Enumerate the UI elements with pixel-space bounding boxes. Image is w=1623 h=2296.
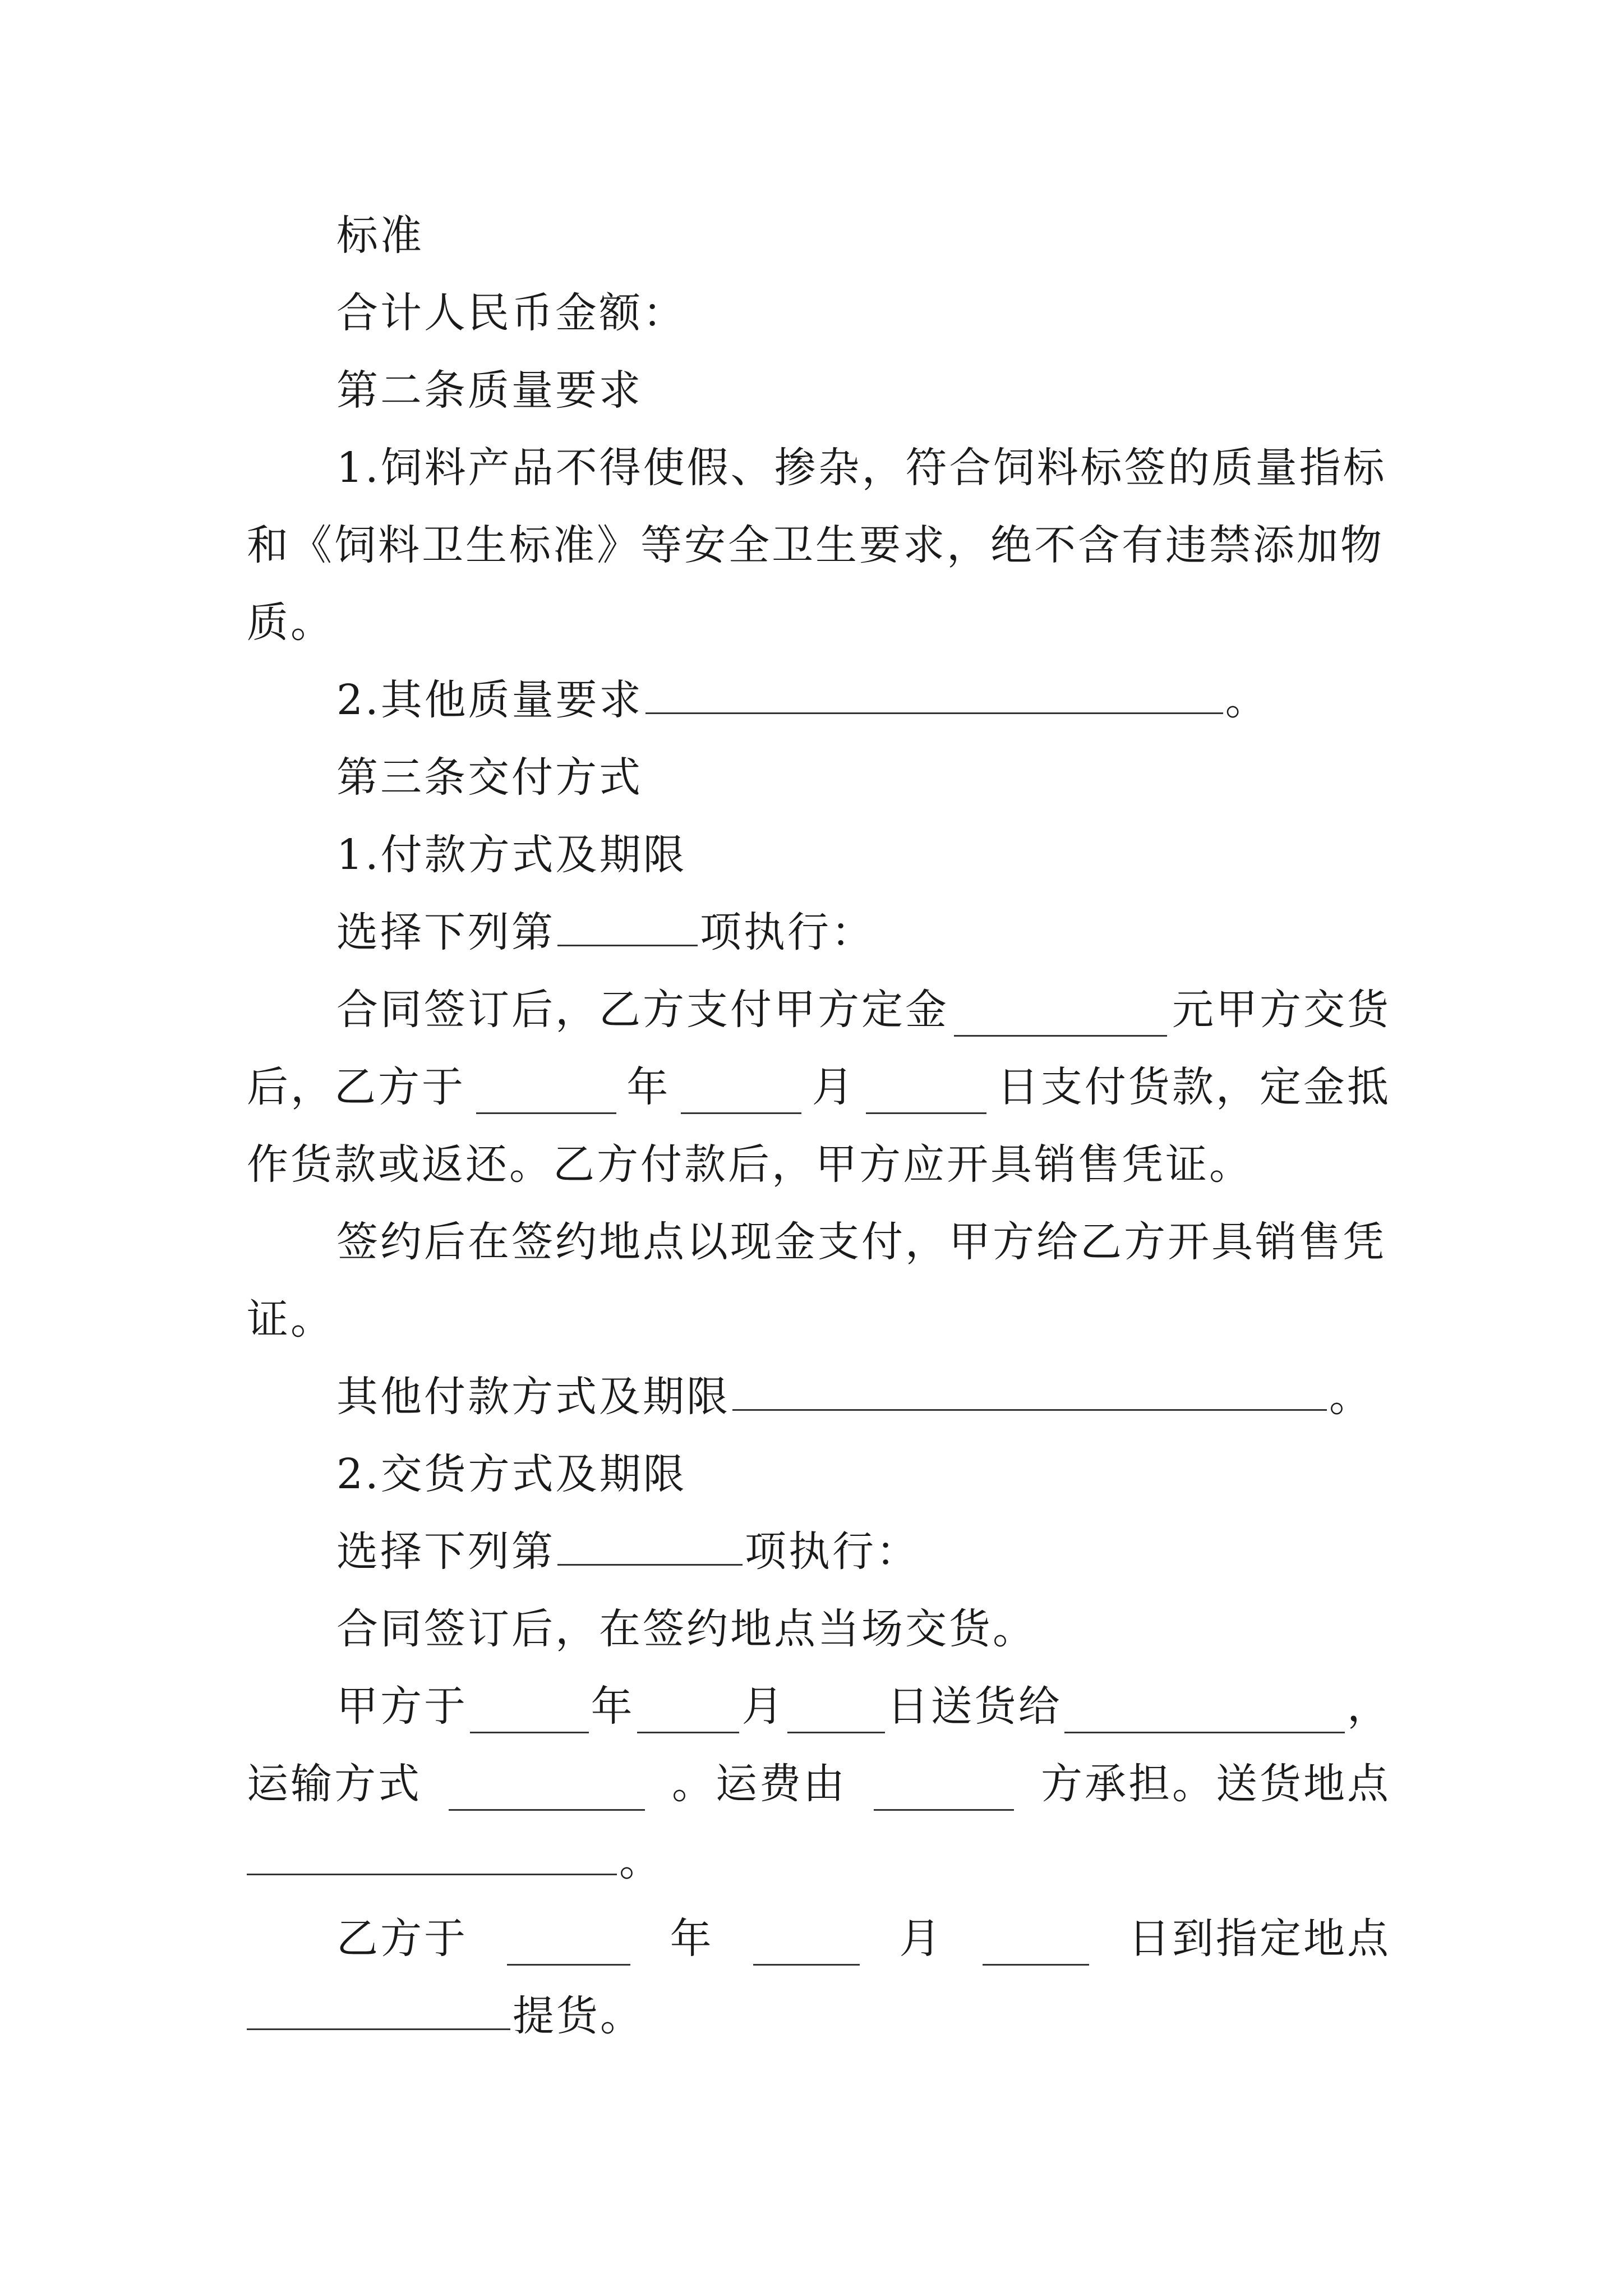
blank-payment-option[interactable]: [557, 905, 698, 946]
blank-delivery-month[interactable]: [637, 1692, 740, 1733]
blank-other-payment[interactable]: [732, 1370, 1327, 1411]
text-line-delivery-select: [336, 1525, 1391, 1579]
text-line-party-a-delivery: [336, 1680, 1391, 1733]
blank-payment-year[interactable]: [476, 1073, 616, 1114]
text-other-payment: 其他付款方式及期限: [336, 1373, 730, 1421]
text-party-a-prefix: 甲方于: [336, 1682, 468, 1731]
text-line-quality-1b: [247, 518, 1391, 572]
text-pickup-location: 日到指定地点: [1128, 1915, 1391, 1963]
text-line-deposit: [336, 983, 1391, 1037]
blank-delivery-option[interactable]: [557, 1525, 743, 1566]
text-cash-payment-b: 证。: [247, 1295, 334, 1343]
text-quality-1a: 1.饲料产品不得使假、掺杂，符合饲料标签的质量指标: [336, 444, 1387, 492]
blank-pickup-day[interactable]: [983, 1925, 1089, 1966]
blank-transport-method[interactable]: [449, 1770, 645, 1811]
text-freight-by: 。运费由: [672, 1760, 847, 1808]
blank-pickup-year[interactable]: [507, 1925, 630, 1966]
text-pickup: 提货。: [513, 1992, 644, 2040]
text-line-cash-payment-a: [336, 1215, 1391, 1269]
text-year: 年: [670, 1915, 714, 1963]
text-line-total-amount: [336, 286, 1391, 340]
blank-freight-party[interactable]: [874, 1770, 1014, 1811]
text-period: 。: [1329, 1373, 1373, 1421]
text-deliver-to: 日送货给: [887, 1682, 1062, 1731]
text-line-delivery-location: [247, 1834, 1391, 1888]
text-year: 年: [591, 1682, 635, 1731]
text-line-other-payment: [336, 1370, 1391, 1424]
blank-deposit-amount[interactable]: [954, 996, 1167, 1037]
text-line-pickup: [247, 1989, 1391, 2043]
text-quality-2: 2.其他质量要求: [336, 676, 643, 724]
text-quality-1c: 质。: [247, 599, 334, 647]
text-period: 。: [619, 1837, 663, 1885]
heading-article-3-text: 第三条交付方式: [336, 753, 643, 802]
blank-deliver-to[interactable]: [1064, 1692, 1345, 1733]
text-standard: 标准: [336, 211, 424, 260]
text-line-standard: [336, 209, 1391, 263]
text-payment-receipt: 作货款或返还。乙方付款后，甲方应开具销售凭证。: [247, 1140, 1253, 1189]
text-select-suffix: 项执行：: [745, 1527, 920, 1576]
text-line-payment-date: [247, 1060, 1391, 1114]
text-delivery-heading: 2.交货方式及期限: [336, 1450, 687, 1498]
text-select-suffix: 项执行：: [700, 908, 875, 956]
text-line-quality-2: [336, 673, 1391, 727]
text-payment-date-suffix: 日支付货款，定金抵: [997, 1063, 1391, 1111]
text-payment-heading: 1.付款方式及期限: [336, 831, 687, 879]
text-month: 月: [899, 1915, 943, 1963]
blank-other-quality[interactable]: [645, 673, 1223, 714]
text-month: 月: [741, 1682, 786, 1731]
text-line-payment-receipt: [247, 1138, 1391, 1191]
text-line-payment-select: [336, 905, 1391, 959]
text-month: 月: [811, 1063, 856, 1111]
text-cash-payment-a: 签约后在签约地点以现金支付，甲方给乙方开具销售凭: [336, 1218, 1386, 1266]
text-transport-method: 运输方式: [247, 1760, 422, 1808]
blank-pickup-month[interactable]: [753, 1925, 860, 1966]
text-payment-date-prefix: 后，乙方于: [247, 1063, 465, 1111]
heading-article-2-text: 第二条质量要求: [336, 366, 643, 415]
text-comma: ，: [1347, 1682, 1391, 1731]
blank-delivery-year[interactable]: [470, 1692, 589, 1733]
text-select-prefix: 选择下列第: [336, 1527, 555, 1576]
heading-article-3: [336, 751, 1391, 804]
blank-delivery-day[interactable]: [787, 1692, 884, 1733]
heading-article-2: [336, 364, 1391, 417]
text-line-delivery-heading: [336, 1447, 1391, 1501]
text-line-transport: [247, 1757, 1391, 1811]
text-year: 年: [626, 1063, 671, 1111]
blank-payment-day[interactable]: [866, 1073, 986, 1114]
blank-pickup-location[interactable]: [247, 1989, 510, 2030]
text-party-b-prefix: 乙方于: [336, 1915, 468, 1963]
text-total-amount: 合计人民币金额：: [336, 289, 686, 337]
text-quality-1b: 和《饲料卫生标准》等安全卫生要求，绝不含有违禁添加物: [247, 521, 1384, 569]
text-deposit-prefix: 合同签订后，乙方支付甲方定金: [336, 986, 949, 1034]
text-delivery-location: 方承担。送货地点: [1041, 1760, 1391, 1808]
text-onsite-delivery: 合同签订后，在签约地点当场交货。: [336, 1605, 1036, 1653]
text-line-onsite-delivery: [336, 1602, 1391, 1656]
text-period: 。: [1225, 676, 1269, 724]
text-line-cash-payment-b: [247, 1292, 1391, 1346]
text-line-quality-1c: [247, 596, 1391, 650]
text-deposit-suffix: 元甲方交货: [1172, 986, 1391, 1034]
blank-payment-month[interactable]: [681, 1073, 801, 1114]
text-line-quality-1a: [336, 441, 1391, 495]
text-select-prefix: 选择下列第: [336, 908, 555, 956]
text-line-party-b-pickup: [336, 1912, 1391, 1966]
blank-delivery-location[interactable]: [247, 1834, 617, 1875]
text-line-payment-heading: [336, 828, 1391, 882]
